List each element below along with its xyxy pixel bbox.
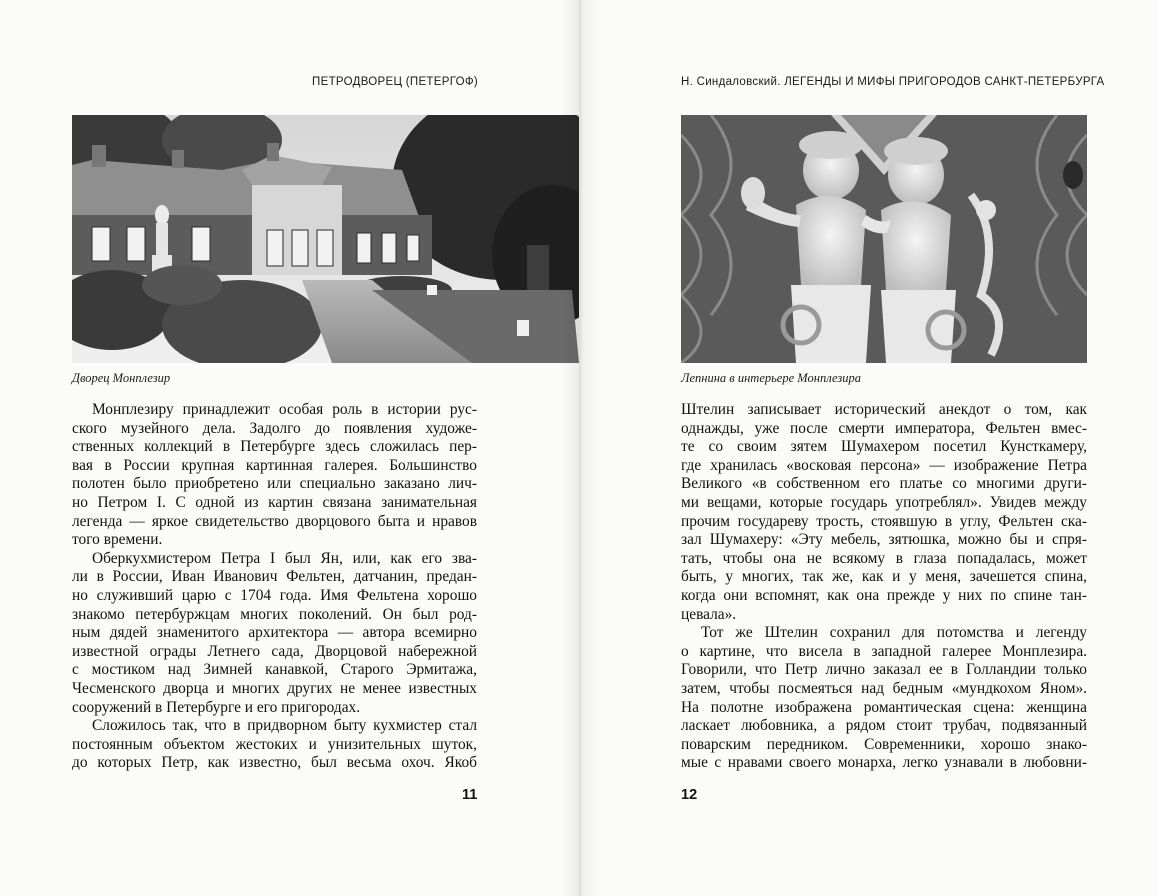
page-number-left: 11 bbox=[462, 787, 478, 803]
text-line: ласкает любовника, а рядом стоит трубач, подвязанный bbox=[681, 717, 1087, 735]
text-line: быть, у многих, так же, как и у меня, зачешется спина, bbox=[681, 568, 1087, 586]
text-line: зал Шумахеру: «Эту мебель, зятюшка, можно бы и спря- bbox=[681, 531, 1087, 549]
text-line: с мостиком над Зимней канавкой, Старого Эрмитажа, bbox=[72, 661, 477, 679]
text-line: легенда — яркое свидетельство дворцового быта и нравов bbox=[72, 512, 477, 530]
text-line: Чесменского дворца и многих других не менее известных bbox=[72, 679, 477, 697]
text-line: На полотне изображена романтическая сцена: женщина bbox=[681, 698, 1087, 716]
body-text-right bbox=[681, 401, 1087, 773]
text-line: но Петром I. С одной из картин связана занимательная bbox=[72, 493, 477, 511]
text-line: те со своим зятем Шумахером посетил Кунсткамеру, bbox=[681, 438, 1087, 456]
text-line: но служивший царю с 1704 года. Имя Фельтена хорошо bbox=[72, 586, 477, 604]
text-line: известной ограды Летнего сада, Дворцовой набережной bbox=[72, 642, 477, 660]
text-line: тать, чтобы она не всякому в глаза попадалась, может bbox=[681, 549, 1087, 567]
text-line: Штелин записывает исторический анекдот о том, как bbox=[681, 401, 1087, 418]
text-line: где хранилась «восковая персона» — изображение Петра bbox=[681, 456, 1087, 474]
palace-photo bbox=[72, 115, 579, 363]
text-line: Великого «в собственном его платье со многими други- bbox=[681, 475, 1087, 493]
palace-photo-graphic bbox=[72, 115, 579, 363]
text-line: ным дядей знаменитого архитектора — автора всемирно bbox=[72, 624, 477, 642]
text-line: ского музейного дела. Задолго до появления художе- bbox=[72, 419, 477, 437]
text-line: когда они вспомнят, как она прежде у них по спине тан- bbox=[681, 586, 1087, 604]
text-line: сооружений в Петербурге и его пригородах. bbox=[72, 698, 361, 716]
text-line: однажды, уже после смерти императора, Фельтен вмес- bbox=[681, 419, 1087, 437]
text-line: полотен было приобретено или специально заказано лич- bbox=[72, 475, 477, 493]
text-line: о картине, что висела в западной галерее Монплезира. bbox=[681, 642, 1087, 660]
text-line: Говорили, что Петр лично заказал ее в Голландии только bbox=[681, 661, 1087, 679]
body-text-left bbox=[72, 401, 477, 773]
text-line: до которых Петр, как известно, был весьма охоч. Якоб bbox=[72, 754, 477, 772]
text-line: мые с нравами своего монарха, легко узнавали в любовни- bbox=[681, 754, 1087, 772]
text-line: Монплезиру принадлежит особая роль в истории рус- bbox=[92, 401, 477, 418]
text-line: вая в России крупная картинная галерея. Большинство bbox=[72, 456, 477, 474]
text-line: цевала». bbox=[681, 605, 737, 623]
text-line: ли в России, Иван Иванович Фельтен, датчанин, предан- bbox=[72, 568, 477, 586]
page-number-right: 12 bbox=[681, 787, 698, 803]
text-line: знакомо петербуржцам многих поколений. Он был род- bbox=[72, 605, 477, 623]
text-line: затем, чтобы посмеяться над бедным «мундкохом Яном». bbox=[681, 679, 1087, 697]
running-head-right: Н. Синдаловский. ЛЕГЕНДЫ И МИФЫ ПРИГОРОДОВ САНКТ-ПЕТЕРБУРГА bbox=[681, 76, 1105, 88]
text-line: Сложилось так, что в придворном быту кухмистер стал bbox=[92, 717, 477, 735]
text-line: того времени. bbox=[72, 531, 163, 549]
text-line: прочим государеву трость, стоявшую в углу, Фельтен ска- bbox=[681, 512, 1087, 530]
right-page bbox=[579, 0, 1158, 896]
photo-caption-right: Лепнина в интерьере Монплезира bbox=[681, 371, 861, 385]
text-line: Оберкухмистером Петра I был Ян, или, как его зва- bbox=[92, 549, 477, 567]
text-line: ми вещами, которые государь употреблял». Увидев между bbox=[681, 493, 1087, 511]
running-head-left: ПЕТРОДВОРЕЦ (ПЕТЕРГОФ) bbox=[312, 76, 478, 88]
text-line: поварским передником. Современники, хорошо знако- bbox=[681, 735, 1087, 753]
text-line: ственных коллекций в Петербурге здесь сложилась пер- bbox=[72, 438, 477, 456]
stucco-sculpture-photo bbox=[681, 115, 1087, 363]
text-line: Тот же Штелин сохранил для потомства и легенду bbox=[701, 624, 1087, 642]
text-line: постоянным объектом жестоких и унизительных шуток, bbox=[72, 735, 477, 753]
stucco-photo-graphic bbox=[681, 115, 1087, 363]
photo-caption-left: Дворец Монплезир bbox=[72, 371, 171, 385]
